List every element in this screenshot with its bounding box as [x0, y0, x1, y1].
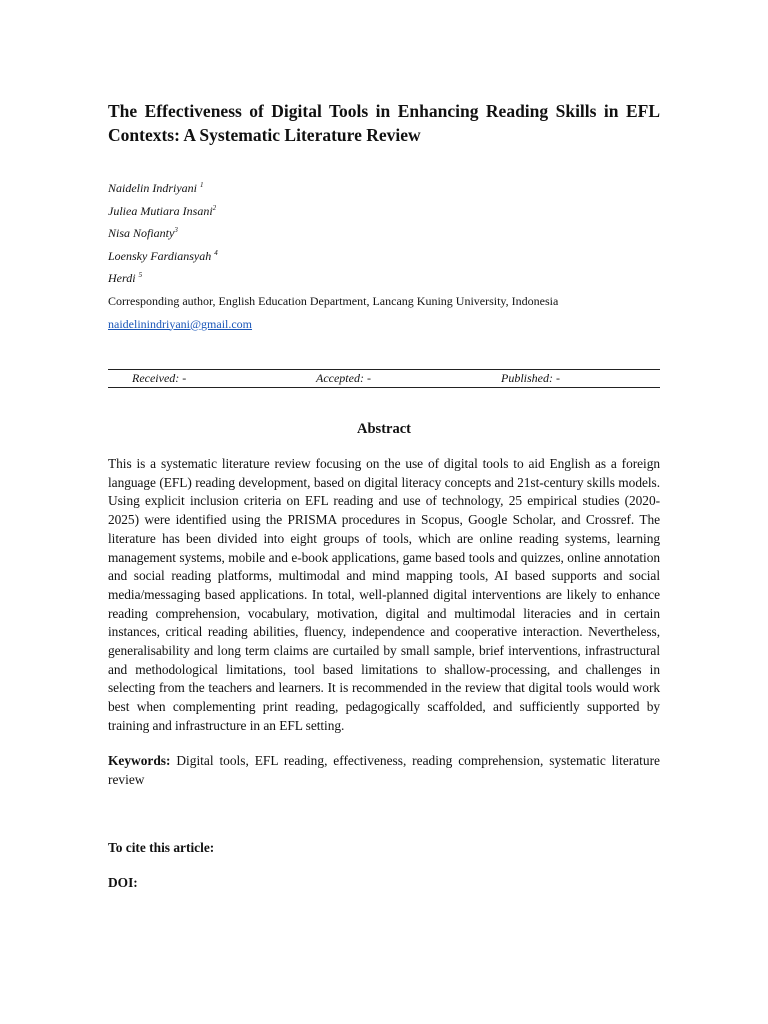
doi-label: DOI: — [108, 875, 138, 890]
author-affiliation-number: 2 — [212, 203, 217, 212]
author-affiliation-number: 4 — [214, 248, 218, 257]
paper-title: The Effectiveness of Digital Tools in Enhancing Reading Skills in EFL Contexts: A Systematic Literature Review — [108, 101, 660, 145]
abstract-heading: Abstract — [357, 421, 411, 437]
published-date: Published: - — [501, 371, 560, 385]
keywords-label: Keywords: — [108, 753, 171, 768]
author-1 — [108, 180, 660, 203]
received-date: Received: - — [132, 371, 187, 385]
author-name: Juliea Mutiara Insani — [108, 203, 213, 218]
keywords — [108, 752, 660, 789]
author-affiliation-number: 1 — [200, 181, 204, 189]
author-block — [108, 180, 660, 332]
author-name: Herdi — [108, 271, 136, 286]
email-link[interactable]: naidelinindriyani@gmail.com — [108, 316, 253, 331]
author-name: Nisa Nofianty — [108, 226, 175, 241]
keywords-text: Digital tools, EFL reading, effectiveness, reading comprehension, systematic literature review — [108, 753, 660, 787]
author-3 — [108, 225, 660, 248]
author-affiliation-number: 3 — [174, 226, 178, 235]
author-name: Naidelin Indriyani — [108, 181, 197, 195]
author-affiliation-number: 5 — [138, 271, 143, 280]
author-2 — [108, 203, 660, 226]
accepted-date: Accepted: - — [316, 371, 371, 385]
abstract-text: This is a systematic literature review focusing on the use of digital tools to aid English as a foreign language (EFL) reading development, based on digital literacy concepts and 21st-century skills models. Using explicit inclusion criteria on EFL reading and use of technology, 25 empirical studies (2020-2025) were identified using the PRISMA procedures in Scopus, Google Scholar, and Crossref. The literature has been divided into eight groups of tools, which are online reading systems, learning management systems, mobile and e-book applications, game based tools and quizzes, online annotation and social reading platforms, multimodal and mind mapping tools, AI based supports and social media/messaging based applications. In total, well-planned digital interventions are likely to enhance reading comprehension, vocabulary, motivation, digital and multimodal literacies and in certain instances, critical reading abilities, fluency, independence and cooperative interaction. Nevertheless, generalisability and long term claims are curtailed by small sample, brief interventions, infrastructural and methodological limitations, tool based limitations to shallow-processing, and challenges in selecting from the teachers and learners. It is recommended in the review that digital tools would work best when complementing print reading, pedagogically scaffolded, and sufficiently supported by training and infrastructure in an EFL setting. — [108, 456, 660, 733]
author-4 — [108, 248, 660, 271]
author-5 — [108, 270, 660, 293]
author-name: Loensky Fardiansyah — [108, 248, 212, 263]
cite-label: To cite this article: — [108, 840, 215, 855]
affiliation: Corresponding author, English Education Department, Lancang Kuning University, Indonesia — [108, 293, 559, 308]
dates-bar — [108, 369, 660, 388]
